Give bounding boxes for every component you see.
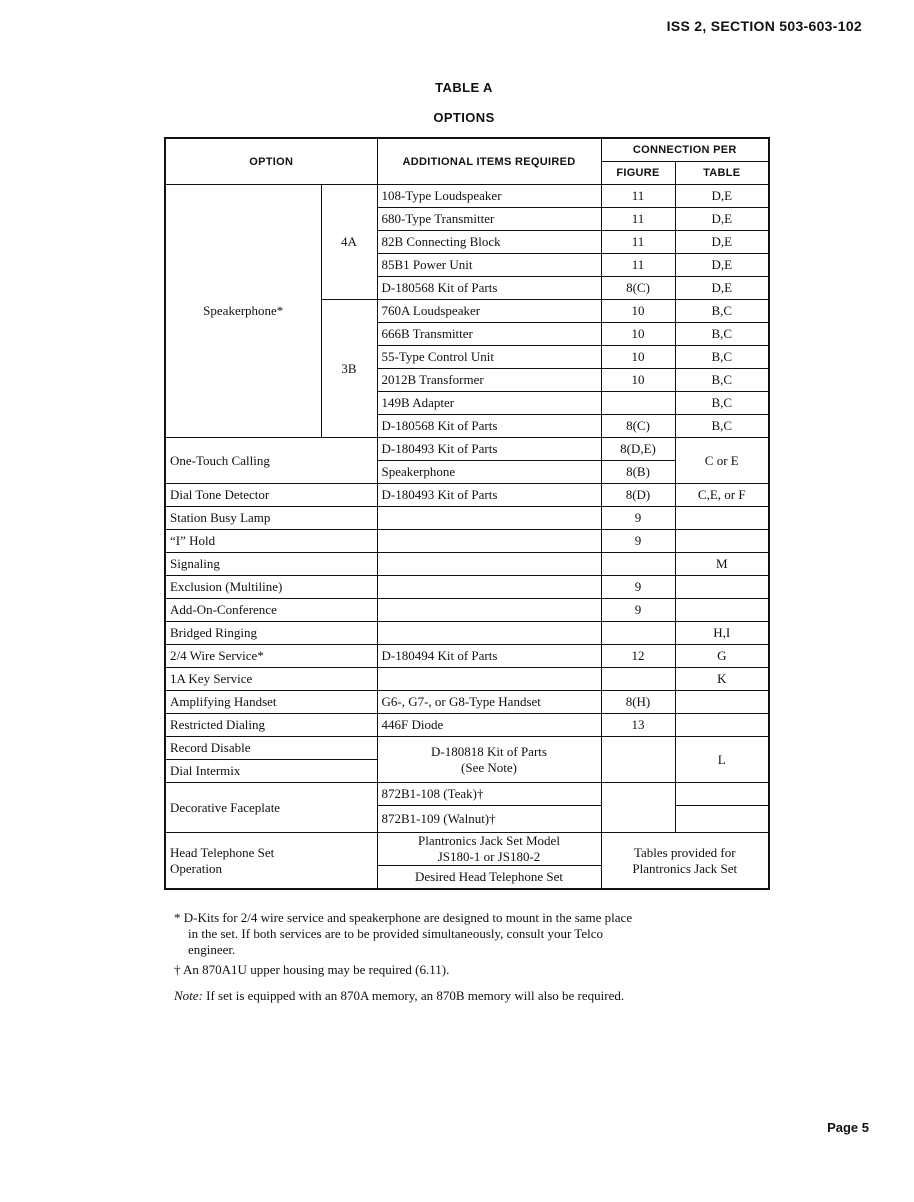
- figure-cell: 9: [601, 576, 675, 599]
- figure-cell: 8(D,E): [601, 438, 675, 461]
- item-cell: Speakerphone: [377, 461, 601, 484]
- item-cell: 872B1-109 (Walnut)†: [377, 806, 601, 833]
- figure-cell: 10: [601, 369, 675, 392]
- figure-cell: 9: [601, 599, 675, 622]
- table-cell: B,C: [675, 392, 769, 415]
- item-cell: 82B Connecting Block: [377, 231, 601, 254]
- option-cell: “I” Hold: [165, 530, 377, 553]
- footnote-line: engineer.: [188, 942, 236, 957]
- item-cell: [377, 576, 601, 599]
- options-table: [164, 137, 770, 890]
- table-cell: D,E: [675, 231, 769, 254]
- table-cell: H,I: [675, 622, 769, 645]
- connection-line: Tables provided for: [633, 844, 736, 860]
- table-cell: [675, 530, 769, 553]
- table-row: [165, 737, 769, 760]
- table-row: [165, 622, 769, 645]
- item-cell: [377, 599, 601, 622]
- item-cell: [377, 668, 601, 691]
- figure-cell: 8(D): [601, 484, 675, 507]
- table-cell: C,E, or F: [675, 484, 769, 507]
- figure-cell: 8(C): [601, 415, 675, 438]
- item-cell: 446F Diode: [377, 714, 601, 737]
- option-cell: Decorative Faceplate: [165, 783, 377, 833]
- figure-cell: 8(C): [601, 277, 675, 300]
- table-row: [165, 530, 769, 553]
- table-cell: D,E: [675, 185, 769, 208]
- table-row: [165, 553, 769, 576]
- item-cell: 666B Transmitter: [377, 323, 601, 346]
- option-cell: [165, 833, 377, 890]
- figure-cell: [601, 553, 675, 576]
- table-cell: K: [675, 668, 769, 691]
- page-number: Page 5: [827, 1120, 869, 1135]
- table-cell: [675, 576, 769, 599]
- table-cell: B,C: [675, 415, 769, 438]
- option-cell: Dial Tone Detector: [165, 484, 377, 507]
- table-row: [165, 691, 769, 714]
- speakerphone-4a-code: 4A: [321, 185, 377, 300]
- table-cell: B,C: [675, 369, 769, 392]
- figure-cell: 9: [601, 530, 675, 553]
- item-cell: 149B Adapter: [377, 392, 601, 415]
- table-row: [165, 484, 769, 507]
- option-cell: Record Disable: [165, 737, 377, 760]
- option-cell: Signaling: [165, 553, 377, 576]
- figure-cell: [601, 392, 675, 415]
- table-cell: [675, 507, 769, 530]
- item-line: (See Note): [461, 759, 517, 775]
- item-cell: 872B1-108 (Teak)†: [377, 783, 601, 806]
- table-cell: M: [675, 553, 769, 576]
- item-cell: 85B1 Power Unit: [377, 254, 601, 277]
- speakerphone-option: Speakerphone*: [165, 185, 321, 438]
- table-cell: [675, 691, 769, 714]
- figure-cell: 10: [601, 300, 675, 323]
- table-row: [165, 714, 769, 737]
- item-cell: Desired Head Telephone Set: [377, 866, 601, 890]
- table-title: TABLE A: [435, 80, 493, 95]
- option-cell: Station Busy Lamp: [165, 507, 377, 530]
- table-cell: D,E: [675, 254, 769, 277]
- item-cell: 55-Type Control Unit: [377, 346, 601, 369]
- figure-cell: [601, 668, 675, 691]
- footnote-housing: † An 870A1U upper housing may be required (6.11).: [174, 962, 450, 977]
- item-line: JS180-1 or JS180-2: [437, 849, 541, 864]
- table-row: [165, 783, 769, 806]
- figure-column-header: FIGURE: [601, 162, 675, 185]
- table-row: [165, 833, 769, 866]
- figure-cell: 11: [601, 231, 675, 254]
- table-row: [165, 599, 769, 622]
- table-cell: [675, 783, 769, 806]
- table-row: [165, 185, 769, 208]
- figure-cell: 12: [601, 645, 675, 668]
- table-cell: B,C: [675, 323, 769, 346]
- figure-cell: 10: [601, 346, 675, 369]
- option-line: Head Telephone Set: [170, 844, 275, 860]
- figure-cell: 10: [601, 323, 675, 346]
- table-row: [165, 507, 769, 530]
- item-line: Plantronics Jack Set Model: [418, 833, 560, 848]
- item-line: D-180818 Kit of Parts: [431, 743, 547, 759]
- connection-line: Plantronics Jack Set: [632, 860, 738, 876]
- option-cell: 2/4 Wire Service*: [165, 645, 377, 668]
- connection-column-header: CONNECTION PER: [601, 138, 769, 162]
- figure-cell: [601, 737, 675, 783]
- item-cell: 680-Type Transmitter: [377, 208, 601, 231]
- table-cell: B,C: [675, 346, 769, 369]
- table-cell: [675, 806, 769, 833]
- one-touch-option: One-Touch Calling: [165, 438, 377, 484]
- speakerphone-3b-code: 3B: [321, 300, 377, 438]
- item-cell: D-180568 Kit of Parts: [377, 415, 601, 438]
- table-cell: C or E: [675, 438, 769, 484]
- footnote-dkits: [174, 910, 748, 958]
- figure-cell: 13: [601, 714, 675, 737]
- section-header: ISS 2, SECTION 503-603-102: [666, 18, 862, 34]
- item-cell: [377, 622, 601, 645]
- table-row: [165, 645, 769, 668]
- table-cell: B,C: [675, 300, 769, 323]
- items-column-header: ADDITIONAL ITEMS REQUIRED: [377, 138, 601, 185]
- option-cell: Dial Intermix: [165, 760, 377, 783]
- item-cell: D-180568 Kit of Parts: [377, 277, 601, 300]
- figure-cell: 11: [601, 254, 675, 277]
- item-cell: G6-, G7-, or G8-Type Handset: [377, 691, 601, 714]
- table-cell: D,E: [675, 208, 769, 231]
- figure-cell: 9: [601, 507, 675, 530]
- item-cell: D-180493 Kit of Parts: [377, 438, 601, 461]
- item-cell: 760A Loudspeaker: [377, 300, 601, 323]
- table-cell: L: [675, 737, 769, 783]
- table-cell: [675, 714, 769, 737]
- figure-cell: 8(B): [601, 461, 675, 484]
- table-row: [165, 576, 769, 599]
- table-cell: G: [675, 645, 769, 668]
- header-row: [165, 138, 769, 162]
- table-column-header: TABLE: [675, 162, 769, 185]
- item-cell: [377, 530, 601, 553]
- table-subtitle: OPTIONS: [433, 110, 495, 125]
- item-cell: [377, 507, 601, 530]
- option-column-header: OPTION: [165, 138, 377, 185]
- note-label: Note:: [174, 988, 203, 1003]
- figure-cell: 11: [601, 208, 675, 231]
- figure-cell: 11: [601, 185, 675, 208]
- table-row: [165, 668, 769, 691]
- item-cell: D-180493 Kit of Parts: [377, 484, 601, 507]
- option-cell: Bridged Ringing: [165, 622, 377, 645]
- item-cell: 108-Type Loudspeaker: [377, 185, 601, 208]
- option-cell: Restricted Dialing: [165, 714, 377, 737]
- option-line: Operation: [170, 860, 222, 876]
- figure-cell: [601, 783, 675, 833]
- note-text: If set is equipped with an 870A memory, an 870B memory will also be required.: [206, 988, 625, 1003]
- footnote-line: * D-Kits for 2/4 wire service and speakerphone are designed to mount in the same place: [174, 910, 633, 925]
- table-cell: D,E: [675, 277, 769, 300]
- figure-cell: 8(H): [601, 691, 675, 714]
- item-cell: [377, 553, 601, 576]
- table-row: [165, 438, 769, 461]
- table-cell: [675, 599, 769, 622]
- option-cell: Add-On-Conference: [165, 599, 377, 622]
- footnote-note: [174, 988, 774, 1004]
- item-cell: [377, 737, 601, 783]
- option-cell: Amplifying Handset: [165, 691, 377, 714]
- connection-cell: [601, 833, 769, 890]
- footnote-line: in the set. If both services are to be provided simultaneously, consult your Telco: [188, 926, 603, 941]
- figure-cell: [601, 622, 675, 645]
- item-cell: [377, 833, 601, 866]
- option-cell: 1A Key Service: [165, 668, 377, 691]
- item-cell: 2012B Transformer: [377, 369, 601, 392]
- option-cell: Exclusion (Multiline): [165, 576, 377, 599]
- item-cell: D-180494 Kit of Parts: [377, 645, 601, 668]
